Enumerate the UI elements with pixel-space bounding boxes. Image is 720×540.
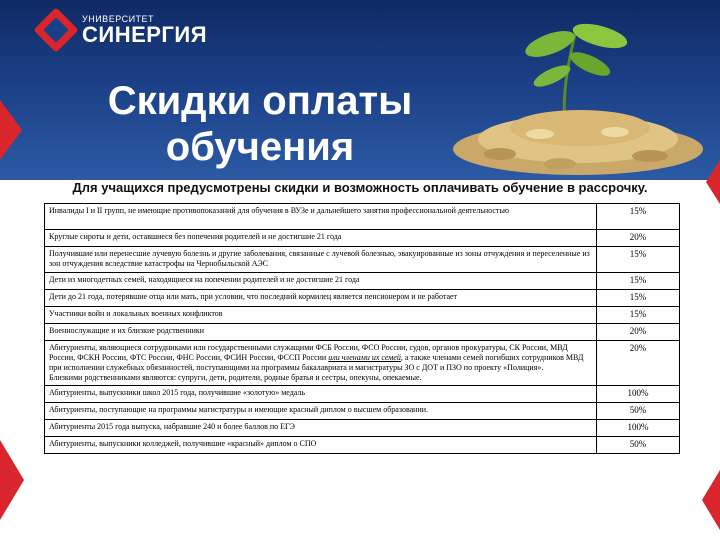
coins-plant-illustration [440, 14, 710, 178]
table-row [45, 307, 680, 324]
table-row [45, 437, 680, 454]
row-percent: 100% [597, 386, 680, 403]
row-percent: 15% [597, 290, 680, 307]
row-text-part: , а также членами семей погибших сотрудников МВД при исполнении служебных обязанностей, поступающими на программы бакалавриата и магистратуры ЗО с ДОТ и ПЗО по проекту «Полиция». [49, 353, 584, 372]
row-text: Абитуриенты 2015 года выпуска, набравшие 240 и более баллов по ЕГЭ [45, 420, 597, 437]
decor-triangle [0, 100, 22, 160]
title-line-2: обучения [165, 125, 355, 169]
row-text: Военнослужащие и их близкие родственники [45, 324, 597, 341]
row-percent: 15% [597, 307, 680, 324]
decor-triangle [706, 160, 720, 204]
table-row [45, 247, 680, 273]
table-row [45, 204, 680, 230]
logo-line-1: УНИВЕРСИТЕТ [82, 13, 155, 24]
row-text: Абитуриенты, выпускники колледжей, получившие «красный» диплом о СПО [45, 437, 597, 454]
intro-text: Для учащихся предусмотрены скидки и возможность оплачивать обучение в рассрочку. [72, 180, 648, 195]
row-percent: 20% [597, 324, 680, 341]
row-percent: 100% [597, 420, 680, 437]
row-text-part: Абитуриенты, являющиеся сотрудниками или государственными служащими ФСБ России, ФСО России, судов, органов прокуратуры, СК России, МВД России, ФСКН России, ФТС России, ФНС России, ФСИН России, ФССП России [49, 343, 568, 362]
row-text-part: Близкими родственниками являются: супруги, дети, родители, родные братья и сестры, опекуны, опекаемые. [49, 373, 422, 382]
row-text: Абитуриенты, поступающие на программы магистратуры и имеющие красный диплом о высшем образовании. [45, 403, 597, 420]
table-row [45, 341, 680, 386]
decor-triangle [0, 440, 24, 520]
university-logo [40, 14, 207, 46]
logo-line-2: СИНЕРГИЯ [82, 21, 208, 47]
header-banner [0, 0, 720, 180]
page-title [100, 78, 420, 170]
table-row [45, 230, 680, 247]
row-text: Круглые сироты и дети, оставшиеся без попечения родителей и не достигшие 21 года [45, 230, 597, 247]
table-row [45, 403, 680, 420]
table-row [45, 273, 680, 290]
row-percent: 50% [597, 437, 680, 454]
table-row [45, 290, 680, 307]
row-text: Абитуриенты, выпускники школ 2015 года, получившие «золотую» медаль [45, 386, 597, 403]
decor-triangle [702, 470, 720, 530]
row-text: Инвалиды I и II групп, не имеющие противопоказаний для обучения в ВУЗе и дальнейшего занятия профессиональной деятельностью [45, 204, 597, 230]
row-percent: 50% [597, 403, 680, 420]
row-text: Участники войн и локальных военных конфликтов [45, 307, 597, 324]
row-percent: 15% [597, 273, 680, 290]
table-row [45, 386, 680, 403]
row-text [45, 341, 597, 386]
row-text: Дети до 21 года, потерявшие отца или мать, при условии, что последний кормилец является пенсионером и не работает [45, 290, 597, 307]
logo-mark-icon [33, 7, 78, 52]
row-percent: 20% [597, 230, 680, 247]
table-row [45, 420, 680, 437]
row-percent: 15% [597, 247, 680, 273]
row-text: Дети из многодетных семей, находящиеся на попечении родителей и не достигшие 21 года [45, 273, 597, 290]
discount-table [44, 203, 680, 454]
row-percent: 20% [597, 341, 680, 386]
row-text-emphasis: или членами их семей [328, 353, 401, 362]
row-percent: 15% [597, 204, 680, 230]
title-line-1: Скидки оплаты [107, 79, 413, 123]
row-text: Получившие или перенесшие лучевую болезнь и другие заболевания, связанные с лучевой болезнью, эвакуированные из зоны отчуждения и переселенные из зон отчуждения вследствие катастрофы на Чернобыльской АЭС [45, 247, 597, 273]
table-row [45, 324, 680, 341]
